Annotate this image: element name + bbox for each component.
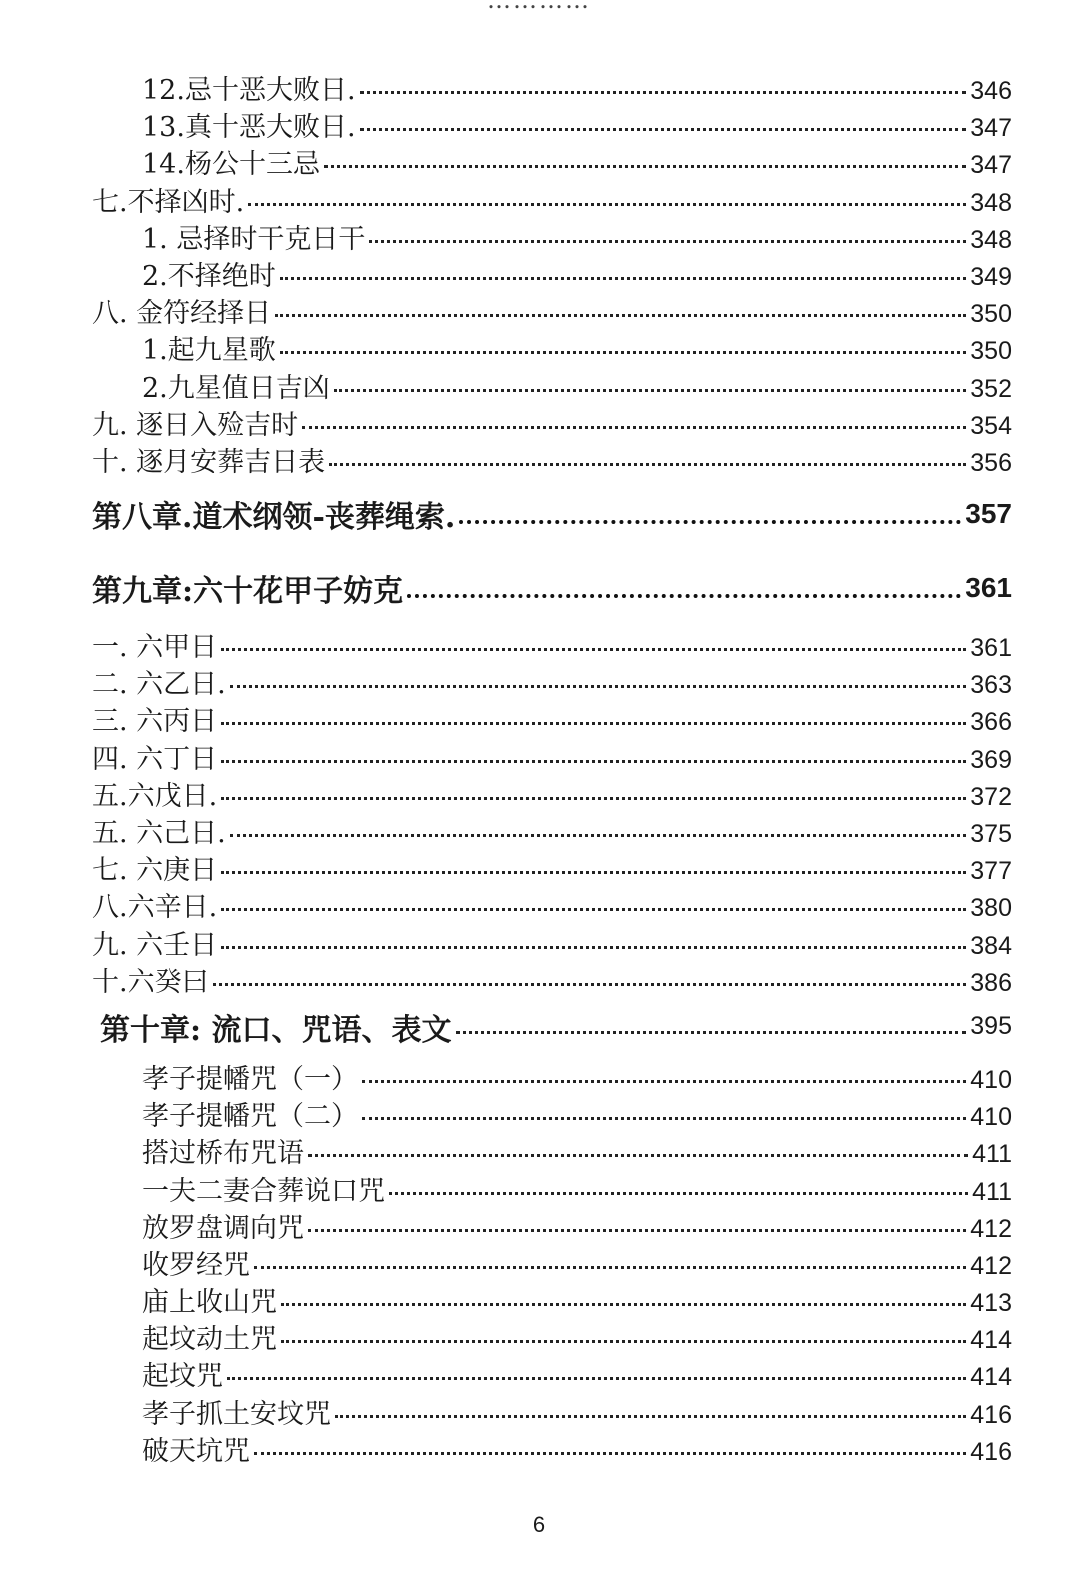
toc-entry-page: 347 bbox=[970, 114, 1012, 143]
toc-entry[interactable] bbox=[92, 1317, 1012, 1354]
dot-leader bbox=[280, 351, 967, 354]
toc-entry[interactable] bbox=[92, 254, 1012, 291]
dot-leader bbox=[227, 1377, 966, 1380]
toc-entry[interactable] bbox=[92, 1354, 1012, 1391]
table-of-contents bbox=[92, 68, 1012, 1466]
dot-leader bbox=[407, 594, 961, 598]
dot-leader bbox=[230, 834, 967, 837]
toc-entry[interactable] bbox=[92, 1243, 1012, 1280]
dot-leader bbox=[248, 203, 966, 206]
toc-entry-label: 二. 六乙日. bbox=[92, 669, 226, 701]
toc-entry[interactable] bbox=[92, 366, 1012, 403]
dot-leader bbox=[334, 389, 967, 392]
toc-entry-label: 孝子提幡咒（二） bbox=[142, 1101, 358, 1133]
toc-entry[interactable] bbox=[92, 1094, 1012, 1131]
toc-entry[interactable] bbox=[92, 68, 1012, 105]
dot-leader bbox=[456, 1031, 967, 1034]
dot-leader bbox=[302, 426, 966, 429]
dot-leader bbox=[275, 314, 966, 317]
dot-leader bbox=[230, 685, 967, 688]
toc-entry-label: 五. 六己日. bbox=[92, 818, 226, 849]
toc-entry-page: 363 bbox=[970, 671, 1012, 700]
toc-entry-page: 361 bbox=[970, 634, 1012, 663]
toc-entry-label: 一夫二妻合葬说口咒 bbox=[142, 1175, 385, 1207]
chapter-title: 第八章.道术纲领-丧葬绳索. bbox=[92, 500, 456, 536]
toc-entry-page: 348 bbox=[970, 188, 1012, 217]
toc-entry-page: 416 bbox=[970, 1437, 1012, 1466]
toc-entry-page: 414 bbox=[970, 1363, 1012, 1392]
toc-entry-page: 413 bbox=[970, 1289, 1012, 1318]
dot-leader bbox=[335, 1415, 966, 1418]
dot-leader bbox=[362, 1080, 966, 1083]
toc-entry-label: 13.真十恶大败日. bbox=[142, 112, 356, 144]
toc-entry[interactable] bbox=[92, 440, 1012, 477]
toc-chapter-10[interactable] bbox=[92, 997, 1012, 1057]
toc-entry-label: 1. 忌择时干克日干 bbox=[142, 223, 366, 255]
toc-entry-page: 348 bbox=[970, 225, 1012, 254]
toc-entry-label: 七.不择凶时. bbox=[92, 186, 245, 218]
toc-entry[interactable] bbox=[92, 811, 1012, 848]
chapter-title: 第九章:六十花甲子妨克 bbox=[92, 574, 404, 610]
dot-leader bbox=[369, 240, 966, 243]
toc-entry-label: 庙上收山咒 bbox=[142, 1287, 277, 1319]
toc-entry[interactable] bbox=[92, 848, 1012, 885]
toc-entry-label: 搭过桥布咒语 bbox=[142, 1138, 304, 1170]
toc-entry-label: 收罗经咒 bbox=[142, 1249, 250, 1281]
page-number: 6 bbox=[532, 1512, 546, 1537]
toc-entry[interactable] bbox=[92, 1280, 1012, 1317]
toc-entry[interactable] bbox=[92, 885, 1012, 922]
dot-leader bbox=[308, 1154, 968, 1157]
toc-entry-page: 369 bbox=[970, 745, 1012, 774]
toc-entry-page: 347 bbox=[970, 151, 1012, 180]
toc-entry-page: 356 bbox=[970, 448, 1012, 477]
toc-entry[interactable] bbox=[92, 960, 1012, 997]
toc-entry[interactable] bbox=[92, 328, 1012, 365]
dot-leader bbox=[362, 1117, 966, 1120]
dot-leader bbox=[213, 983, 967, 986]
toc-entry[interactable] bbox=[92, 403, 1012, 440]
toc-entry-label: 八.六辛日. bbox=[92, 892, 218, 924]
toc-entry-page: 384 bbox=[970, 931, 1012, 960]
toc-entry-label: 八. 金符经择日 bbox=[92, 298, 272, 330]
toc-entry-page: 372 bbox=[970, 782, 1012, 811]
toc-entry-page: 350 bbox=[970, 300, 1012, 329]
toc-entry-label: 14.杨公十三忌 bbox=[142, 149, 320, 181]
toc-chapter-8[interactable] bbox=[92, 477, 1012, 551]
dot-leader bbox=[221, 908, 966, 911]
dot-leader bbox=[221, 871, 966, 874]
dot-leader bbox=[254, 1266, 966, 1269]
toc-entry-label: 起坟咒 bbox=[142, 1361, 223, 1393]
toc-entry-label: 1.起九星歌 bbox=[142, 335, 276, 367]
toc-entry-page: 410 bbox=[970, 1065, 1012, 1094]
dot-leader bbox=[281, 1303, 966, 1306]
dot-leader bbox=[254, 1452, 966, 1455]
dot-leader bbox=[221, 648, 966, 651]
toc-entry-page: 352 bbox=[970, 374, 1012, 403]
running-header: ………… bbox=[487, 0, 591, 14]
dot-leader bbox=[281, 1340, 966, 1343]
dot-leader bbox=[280, 277, 967, 280]
toc-entry-label: 四. 六丁日 bbox=[92, 743, 218, 775]
toc-entry-label: 孝子提幡咒（一） bbox=[142, 1063, 358, 1095]
dot-leader bbox=[221, 797, 966, 800]
toc-entry-label: 放罗盘调向咒 bbox=[142, 1212, 304, 1244]
toc-entry[interactable] bbox=[92, 699, 1012, 736]
chapter-page: 361 bbox=[965, 572, 1012, 604]
chapter-page: 357 bbox=[965, 498, 1012, 530]
toc-entry-label: 2.不择绝时 bbox=[142, 260, 276, 292]
toc-entry-page: 411 bbox=[972, 1177, 1012, 1206]
toc-chapter-9[interactable] bbox=[92, 551, 1012, 625]
toc-entry-label: 起坟动土咒 bbox=[142, 1324, 277, 1356]
toc-entry-label: 2.九星值日吉凶 bbox=[142, 372, 330, 404]
toc-entry-label: 五.六戊日. bbox=[92, 780, 218, 812]
toc-entry-page: 416 bbox=[970, 1400, 1012, 1429]
toc-entry[interactable] bbox=[92, 774, 1012, 811]
dot-leader bbox=[221, 722, 966, 725]
dot-leader bbox=[221, 760, 966, 763]
chapter-title: 第十章: 流口、咒语、表文 bbox=[100, 1012, 452, 1048]
toc-entry[interactable] bbox=[92, 105, 1012, 142]
toc-entry-page: 410 bbox=[970, 1103, 1012, 1132]
toc-entry[interactable] bbox=[92, 662, 1012, 699]
toc-entry-page: 346 bbox=[970, 77, 1012, 105]
dot-leader bbox=[329, 463, 966, 466]
toc-entry[interactable] bbox=[92, 1392, 1012, 1429]
toc-entry-page: 354 bbox=[970, 411, 1012, 440]
toc-entry[interactable] bbox=[92, 142, 1012, 179]
toc-entry[interactable] bbox=[92, 291, 1012, 328]
toc-entry-page: 377 bbox=[970, 857, 1012, 886]
toc-entry-label: 12.忌十恶大败日. bbox=[142, 75, 356, 106]
toc-entry[interactable] bbox=[92, 923, 1012, 960]
toc-entry-label: 七. 六庚日 bbox=[92, 855, 218, 887]
toc-entry[interactable] bbox=[92, 737, 1012, 774]
toc-entry[interactable] bbox=[92, 1169, 1012, 1206]
dot-leader bbox=[459, 520, 961, 524]
toc-entry[interactable] bbox=[92, 1206, 1012, 1243]
toc-entry-label: 十. 逐月安葬吉日表 bbox=[92, 446, 326, 478]
dot-leader bbox=[360, 128, 967, 131]
toc-entry-page: 414 bbox=[970, 1326, 1012, 1355]
dot-leader bbox=[360, 91, 967, 94]
toc-entry-page: 375 bbox=[970, 820, 1012, 848]
toc-entry-label: 九. 逐日入殓吉时 bbox=[92, 409, 299, 441]
toc-entry-page: 366 bbox=[970, 708, 1012, 737]
toc-entry[interactable] bbox=[92, 217, 1012, 254]
toc-entry-label: 九. 六壬日 bbox=[92, 929, 218, 961]
toc-entry[interactable] bbox=[92, 1429, 1012, 1466]
toc-entry-page: 411 bbox=[972, 1140, 1012, 1169]
dot-leader bbox=[389, 1192, 968, 1195]
dot-leader bbox=[221, 946, 966, 949]
toc-entry-page: 350 bbox=[970, 337, 1012, 366]
toc-entry-label: 三. 六丙日 bbox=[92, 706, 218, 738]
toc-entry-page: 349 bbox=[970, 262, 1012, 291]
toc-entry-page: 412 bbox=[970, 1214, 1012, 1243]
dot-leader bbox=[308, 1229, 966, 1232]
toc-entry-label: 孝子抓土安坟咒 bbox=[142, 1398, 331, 1430]
toc-entry-page: 412 bbox=[970, 1251, 1012, 1280]
toc-entry-label: 十.六癸曰 bbox=[92, 966, 209, 998]
dot-leader bbox=[324, 165, 966, 168]
toc-entry[interactable] bbox=[92, 1131, 1012, 1168]
toc-entry[interactable] bbox=[92, 1057, 1012, 1094]
toc-entry[interactable] bbox=[92, 180, 1012, 217]
toc-entry[interactable] bbox=[92, 625, 1012, 662]
toc-entry-page: 386 bbox=[970, 968, 1012, 997]
toc-entry-label: 一. 六甲日 bbox=[92, 632, 218, 664]
toc-entry-page: 380 bbox=[970, 894, 1012, 923]
chapter-page: 395 bbox=[970, 1012, 1012, 1041]
toc-entry-label: 破天坑咒 bbox=[142, 1435, 250, 1467]
